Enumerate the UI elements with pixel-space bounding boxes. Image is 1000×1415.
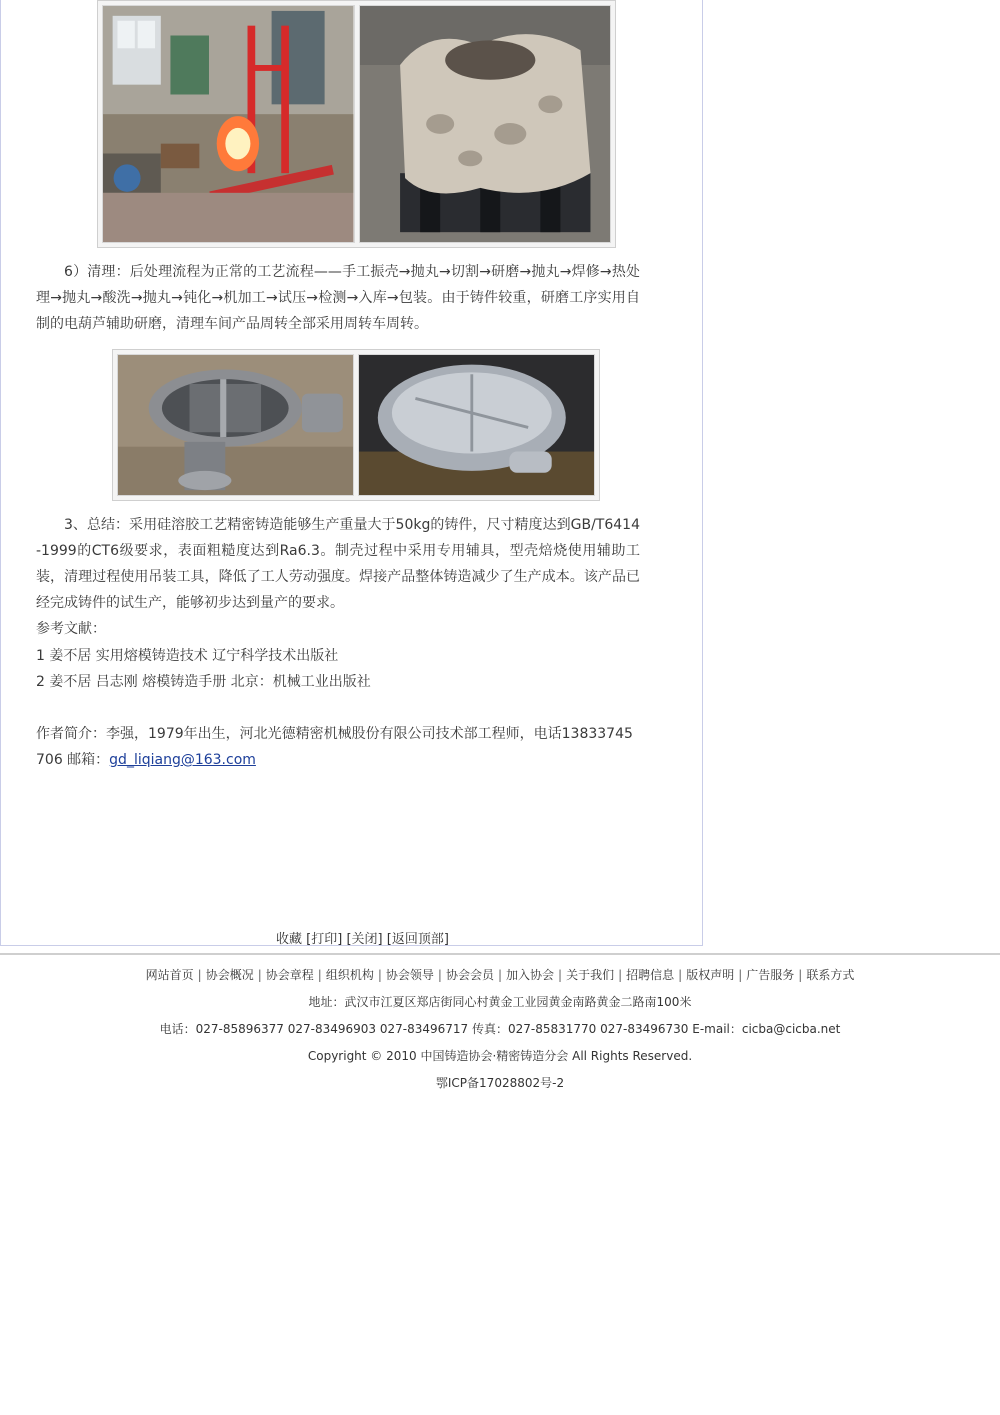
footer-nav: 网站首页 | 协会概况 | 协会章程 | 组织机构 | 协会领导 | 协会会员 | 加入协会 | 关于我们 | 招聘信息 | 版权声明 | 广告服务 | 联系方式: [145, 968, 855, 982]
photo-foundry-workshop: [102, 5, 355, 243]
footer-nav-contact[interactable]: 联系方式: [806, 968, 855, 982]
paragraph-summary: 3、总结：采用硅溶胶工艺精密铸造能够生产重量大于50kg的铸件，尺寸精度达到GB/T6414-1999的CT6级要求，表面粗糙度达到Ra6.3。制壳过程中采用专用辅具，型壳焙烧使用辅助工装，清理过程使用吊装工具，降低了工人劳动强度。焊接产品整体铸造减少了生产成本。该产品已经完成铸件的试生产，能够初步达到量产的要求。: [36, 517, 640, 611]
footer-nav-join[interactable]: 加入协会: [506, 968, 555, 982]
footer-nav-home[interactable]: 网站首页: [145, 968, 194, 982]
footer-divider: [0, 953, 1000, 955]
article-frame: [0, 0, 703, 946]
photo-shell-casting: [359, 5, 612, 243]
footer-nav-copyright[interactable]: 版权声明: [686, 968, 735, 982]
photo-casting-pump-body: [117, 354, 354, 496]
site-footer: [0, 962, 1000, 1097]
footer-nav-organization[interactable]: 组织机构: [325, 968, 374, 982]
photo-strip-castings: [112, 349, 600, 501]
footer-nav-about[interactable]: 关于我们: [566, 968, 615, 982]
favorite-link[interactable]: 收藏: [276, 932, 303, 947]
footer-nav-charter[interactable]: 协会章程: [265, 968, 314, 982]
photo-strip-top: [97, 0, 616, 248]
photo-casting-dish-cover: [358, 354, 595, 496]
references-heading: 参考文献：: [36, 621, 106, 637]
footer-nav-jobs[interactable]: 招聘信息: [626, 968, 675, 982]
close-link[interactable]: [关闭]: [346, 932, 383, 947]
footer-address: 地址：武汉市江夏区郑店街同心村黄金工业园黄金南路黄金二路南100米: [308, 995, 692, 1009]
reference-item-1: 1 姜不居 实用熔模铸造技术 辽宁科学技术出版社: [36, 648, 339, 664]
footer-nav-leadership[interactable]: 协会领导: [385, 968, 434, 982]
paragraph-cleanup-process: 6）清理：后处理流程为正常的工艺流程——手工振壳→抛丸→切割→研磨→抛丸→焊修→热处理→抛丸→酸洗→抛丸→钝化→机加工→试压→检测→入库→包装。由于铸件较重，研磨工序实用自制的电葫芦辅助研磨，清理车间产品周转全部采用周转车周转。: [36, 264, 640, 332]
footer-nav-ads[interactable]: 广告服务: [746, 968, 795, 982]
footer-nav-members[interactable]: 协会会员: [445, 968, 494, 982]
back-to-top-link[interactable]: [返回顶部]: [386, 932, 449, 947]
footer-nav-overview[interactable]: 协会概况: [205, 968, 254, 982]
reference-item-2: 2 姜不居 吕志刚 熔模铸造手册 北京：机械工业出版社: [36, 674, 371, 690]
article-tools: [276, 928, 449, 947]
footer-copyright: Copyright © 2010 中国铸造协会·精密铸造分会 All Rights Reserved.: [307, 1049, 693, 1063]
footer-icp: 鄂ICP备17028802号-2: [435, 1076, 565, 1090]
author-intro: [36, 721, 640, 773]
author-intro-text: 作者简介：李强，1979年出生，河北光德精密机械股份有限公司技术部工程师，电话13833745706 邮箱：: [36, 726, 633, 768]
footer-contact: 电话：027-85896377 027-83496903 027-83496717 传真：027-85831770 027-83496730 E-mail：cicba@cicba.net: [159, 1022, 841, 1036]
author-email-link[interactable]: gd_liqiang@163.com: [109, 752, 256, 768]
print-link[interactable]: [打印]: [306, 932, 343, 947]
